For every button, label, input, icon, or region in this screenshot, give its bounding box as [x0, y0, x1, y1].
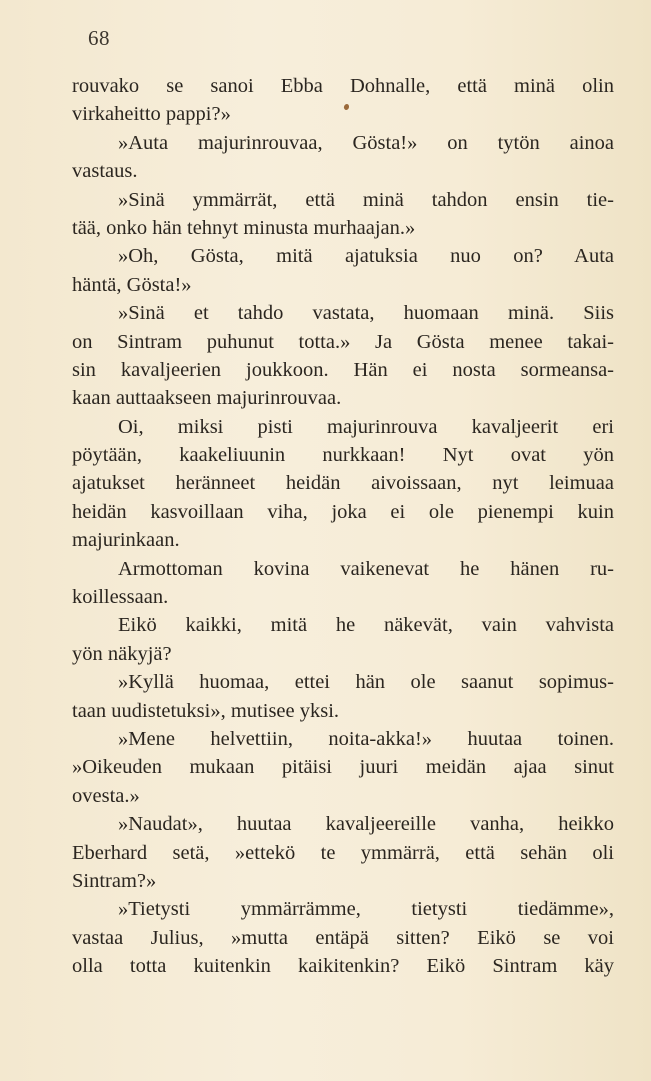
- text-line: Sintram?»: [72, 869, 157, 892]
- text-line: »Mene helvettiin, noita-akka!» huutaa toinen.: [118, 727, 614, 750]
- text-line: Eikö kaikki, mitä he näkevät, vain vahvista: [118, 614, 614, 637]
- text-line: »Sinä et tahdo vastata, huomaan minä. Siis: [118, 302, 614, 325]
- text-line: vastaa Julius, »mutta entäpä sitten? Eikö se voi: [72, 926, 614, 949]
- text-line: Oi, miksi pisti majurinrouva kavaljeerit eri: [118, 415, 614, 438]
- text-line: ajatukset heränneet heidän aivoissaan, nyt leimuaa: [72, 472, 614, 495]
- text-line: tää, onko hän tehnyt minusta murhaajan.»: [72, 216, 416, 239]
- text-line: häntä, Gösta!»: [72, 273, 192, 296]
- text-line: »Auta majurinrouvaa, Gösta!» on tytön ainoa: [118, 131, 614, 154]
- text-line: Eberhard setä, »ettekö te ymmärrä, että sehän oli: [72, 841, 614, 864]
- text-line: Armottoman kovina vaikenevat he hänen ru-: [118, 557, 614, 580]
- text-line: virkaheitto pappi?»: [72, 103, 231, 126]
- text-line: on Sintram puhunut totta.» Ja Gösta menee takai-: [72, 330, 614, 353]
- text-line: »Naudat», huutaa kavaljeereille vanha, heikko: [118, 813, 614, 836]
- text-line: kaan auttaakseen majurinrouvaa.: [72, 387, 342, 410]
- page-number: 68: [88, 26, 110, 50]
- text-line: »Sinä ymmärrät, että minä tahdon ensin tie-: [118, 188, 614, 211]
- text-line: ovesta.»: [72, 784, 140, 807]
- text-line: »Oh, Gösta, mitä ajatuksia nuo on? Auta: [118, 245, 614, 268]
- text-line: koillessaan.: [72, 586, 169, 609]
- text-line: vastaus.: [72, 160, 138, 183]
- text-line: majurinkaan.: [72, 529, 180, 552]
- text-line: heidän kasvoillaan viha, joka ei ole pienempi kuin: [72, 500, 614, 523]
- text-line: taan uudistetuksi», mutisee yksi.: [72, 699, 340, 722]
- text-line: »Kyllä huomaa, ettei hän ole saanut sopimus-: [118, 671, 614, 694]
- text-line: rouvako se sanoi Ebba Dohnalle, että minä olin: [72, 75, 614, 97]
- text-line: »Tietysti ymmärrämme, tietysti tiedämme»,: [118, 898, 614, 921]
- text-line: »Oikeuden mukaan pitäisi juuri meidän ajaa sinut: [72, 756, 614, 779]
- body-text: [72, 72, 614, 981]
- text-line: yön näkyjä?: [72, 642, 172, 665]
- text-line: pöytään, kaakeliuunin nurkkaan! Nyt ovat yön: [72, 444, 614, 467]
- text-line: sin kavaljeerien joukkoon. Hän ei nosta sormeansa-: [72, 358, 614, 381]
- text-line: olla totta kuitenkin kaikitenkin? Eikö Sintram käy: [72, 955, 614, 978]
